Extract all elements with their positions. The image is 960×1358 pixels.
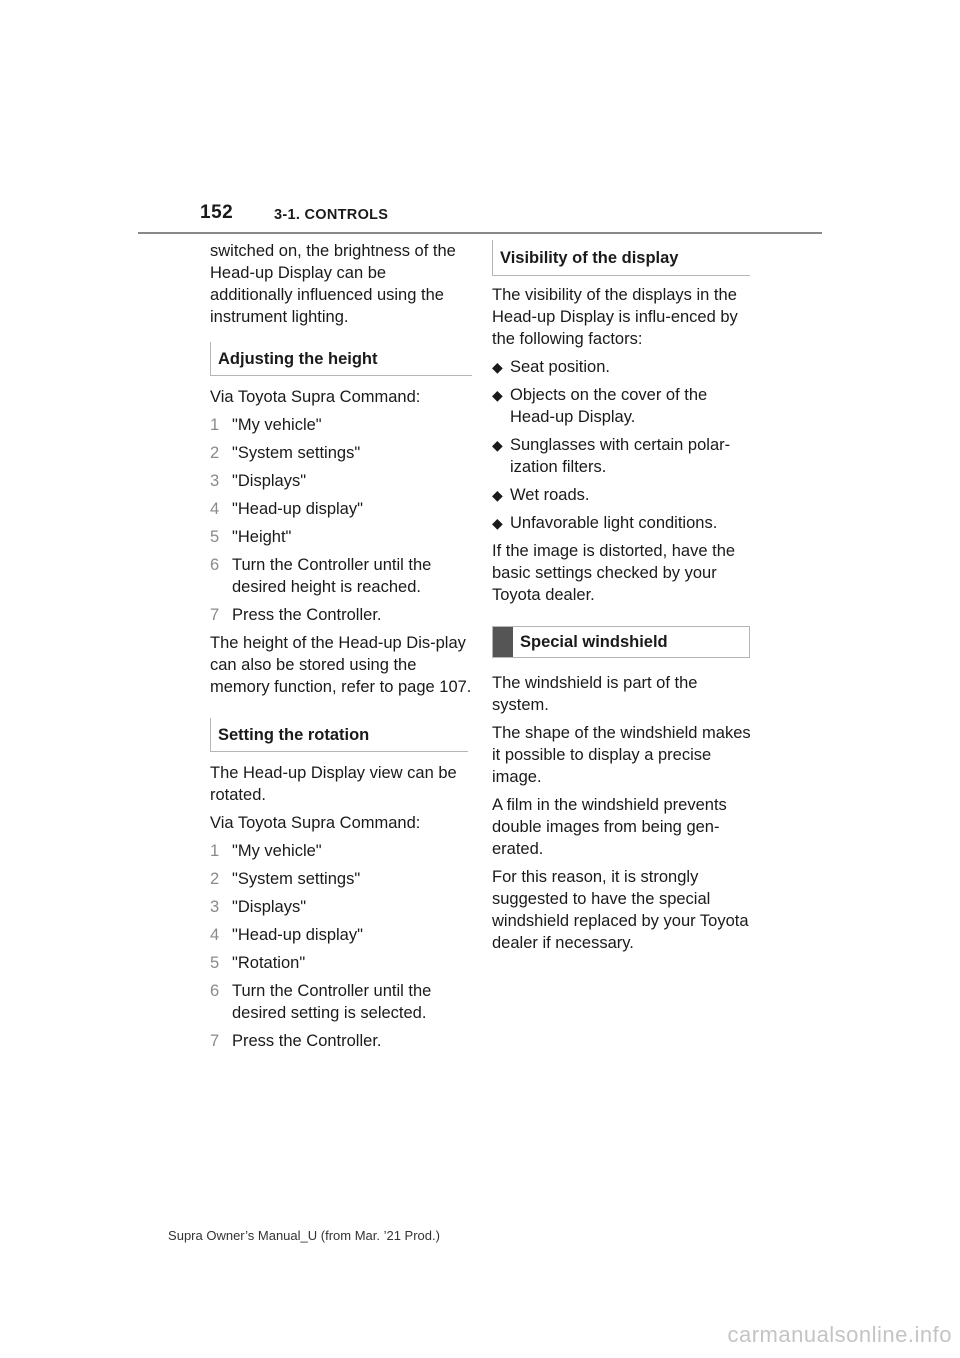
watermark: carmanualsonline.info xyxy=(727,1322,952,1347)
list-item xyxy=(210,868,472,890)
list-item xyxy=(210,414,472,436)
list-item xyxy=(210,442,472,464)
step-number: 3 xyxy=(210,898,220,916)
step-number: 4 xyxy=(210,926,220,944)
bullet-text: Unfavorable light conditions. xyxy=(510,514,718,532)
list-item xyxy=(210,840,472,862)
header-rule xyxy=(138,232,822,234)
step-text: "Rotation" xyxy=(232,954,306,972)
step-text: "My vehicle" xyxy=(232,842,322,860)
heading-setting-rotation xyxy=(210,718,468,752)
step-number: 7 xyxy=(210,606,220,624)
step-number: 7 xyxy=(210,1032,220,1050)
list-item xyxy=(492,484,754,506)
step-text: Turn the Controller until the desired height is reached. xyxy=(232,556,432,596)
step-number: 2 xyxy=(210,444,220,462)
list-item xyxy=(210,604,472,626)
heading-special-windshield xyxy=(492,626,750,658)
diamond-bullet-icon: ◆ xyxy=(492,515,503,531)
step-number: 5 xyxy=(210,954,220,972)
section-title: 3-1. CONTROLS xyxy=(274,207,389,223)
list-item xyxy=(210,896,472,918)
list-item xyxy=(492,434,754,478)
step-number: 6 xyxy=(210,556,220,574)
bullet-text: Objects on the cover of the Head-up Display. xyxy=(510,386,708,426)
windshield-paragraph: The shape of the windshield makes it possible to display a precise image. xyxy=(492,724,751,786)
bullet-text: Sunglasses with certain polar-ization filters. xyxy=(510,436,731,476)
list-item xyxy=(210,980,472,1024)
list-item xyxy=(210,1030,472,1052)
heading-setting-rotation-label: Setting the rotation xyxy=(218,725,370,744)
visibility-factors xyxy=(492,356,754,534)
intro-paragraph: switched on, the brightness of the Head-up Display can be additionally influenced using the instrument lighting. xyxy=(210,242,456,326)
windshield-paragraph: The windshield is part of the system. xyxy=(492,674,698,714)
heading-visibility xyxy=(492,240,750,276)
step-number: 1 xyxy=(210,416,220,434)
visibility-intro: The visibility of the displays in the Head-up Display is influ-enced by the following factors: xyxy=(492,286,738,348)
right-column xyxy=(492,240,754,960)
heading-marker xyxy=(493,627,513,657)
heading-visibility-label: Visibility of the display xyxy=(500,248,679,267)
heading-special-windshield-label: Special windshield xyxy=(520,633,668,651)
step-text: "Head-up display" xyxy=(232,926,363,944)
footer: Supra Owner’s Manual_U (from Mar. ’21 Prod.) xyxy=(168,1228,440,1243)
step-text: Press the Controller. xyxy=(232,1032,382,1050)
step-text: "Displays" xyxy=(232,898,307,916)
list-item xyxy=(492,512,754,534)
step-number: 6 xyxy=(210,982,220,1000)
height-steps xyxy=(210,414,472,626)
diamond-bullet-icon: ◆ xyxy=(492,359,503,375)
page-number: 152 xyxy=(200,202,234,223)
step-text: Turn the Controller until the desired setting is selected. xyxy=(232,982,432,1022)
memory-note: The height of the Head-up Dis-play can also be stored using the memory function, refer to page 107. xyxy=(210,634,472,696)
step-text: "Displays" xyxy=(232,472,307,490)
step-number: 3 xyxy=(210,472,220,490)
step-text: "System settings" xyxy=(232,870,361,888)
page-header xyxy=(200,202,820,234)
list-item xyxy=(210,498,472,520)
step-number: 4 xyxy=(210,500,220,518)
diamond-bullet-icon: ◆ xyxy=(492,487,503,503)
diamond-bullet-icon: ◆ xyxy=(492,387,503,403)
step-text: Press the Controller. xyxy=(232,606,382,624)
windshield-paragraph: A film in the windshield prevents double images from being gen-erated. xyxy=(492,796,727,858)
list-item xyxy=(210,924,472,946)
step-text: "Head-up display" xyxy=(232,500,363,518)
windshield-paragraph: For this reason, it is strongly suggested to have the special windshield replaced by your Toyota dealer if necessary. xyxy=(492,868,749,952)
command-lead: Via Toyota Supra Command: xyxy=(210,388,421,406)
rotation-steps xyxy=(210,840,472,1052)
list-item xyxy=(210,554,472,598)
list-item xyxy=(210,470,472,492)
rotation-desc: The Head-up Display view can be rotated. xyxy=(210,764,457,804)
list-item xyxy=(210,526,472,548)
step-text: "System settings" xyxy=(232,444,361,462)
heading-adjusting-height xyxy=(210,342,472,376)
list-item xyxy=(492,384,754,428)
step-number: 2 xyxy=(210,870,220,888)
distortion-note: If the image is distorted, have the basic settings checked by your Toyota dealer. xyxy=(492,542,736,604)
left-column xyxy=(210,240,472,1058)
heading-adjusting-height-label: Adjusting the height xyxy=(218,349,378,368)
command-lead: Via Toyota Supra Command: xyxy=(210,814,421,832)
step-text: "My vehicle" xyxy=(232,416,322,434)
bullet-text: Seat position. xyxy=(510,358,610,376)
diamond-bullet-icon: ◆ xyxy=(492,437,503,453)
list-item xyxy=(210,952,472,974)
list-item xyxy=(492,356,754,378)
step-number: 5 xyxy=(210,528,220,546)
bullet-text: Wet roads. xyxy=(510,486,590,504)
step-text: "Height" xyxy=(232,528,292,546)
step-number: 1 xyxy=(210,842,220,860)
